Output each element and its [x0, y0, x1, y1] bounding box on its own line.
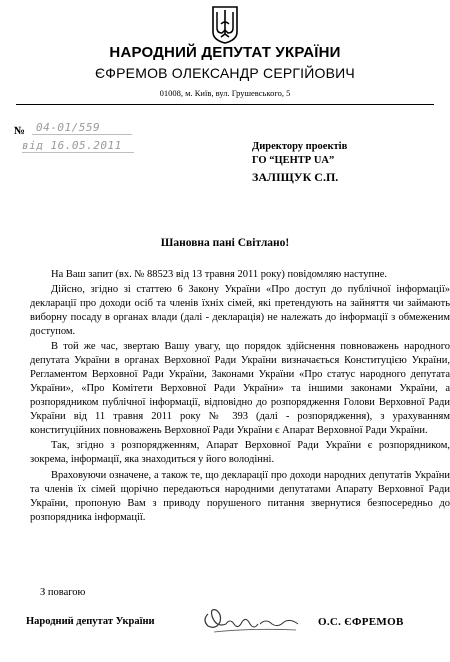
registration-date: від 16.05.2011	[22, 139, 122, 152]
addressee-position: Директору проектів	[252, 141, 348, 152]
paragraph-5: Враховуючи означене, а також те, що декларації про доходи народних депутатів України та членів їх сімей щорічно передаються народними депутатами Апарату Верховної Ради України, пропоную Вам з приводу порушеного питання звернутися безпосередньо до розпорядника інформації.	[30, 470, 450, 523]
registration-number-label: №	[14, 125, 26, 137]
addressee-block	[252, 140, 347, 185]
paragraph-4: Так, згідно з розпорядженням, Апарат Верховної Ради України є розпорядником, зокрема, інформації, яка знаходиться у його володінні.	[30, 440, 450, 465]
registration-number: 04-01/559	[36, 121, 101, 134]
letter-body	[30, 268, 450, 526]
salutation: Шановна пані Світлано!	[160, 237, 290, 249]
signatory-name: О.С. ЄФРЕМОВ	[318, 616, 404, 628]
registration-number-underline	[32, 134, 132, 135]
header-divider	[16, 104, 434, 105]
paragraph-1: На Ваш запит (вх. № 88523 від 13 травня 2011 року) повідомляю наступне.	[51, 269, 388, 280]
registration-date-underline	[22, 152, 134, 153]
handwritten-signature	[200, 600, 310, 638]
trident-emblem-icon	[210, 4, 240, 44]
addressee-name: ЗАЛІЩУК С.П.	[252, 170, 339, 184]
addressee-organization: ГО “ЦЕНТР UA”	[252, 155, 335, 166]
letterhead-address: 01008, м. Київ, вул. Грушевського, 5	[159, 88, 291, 98]
closing-phrase: З повагою	[40, 587, 86, 598]
paragraph-3: В той же час, звертаю Вашу увагу, що порядок здійснення повноважень народного депутата України в органах Верховної Ради України визначається Конституцією України, Регламентом Верховної Ради України, Законами України «Про статус народного депутата України», «Про Комітети Верховної Ради України» та іншими законами України, а розпорядником публічної інформації, відповідно до розпорядження Голови Верховної Ради України від 11 травня 2011 року № 393 (далі - розпорядження), з урахуванням конституційних повноважень Верховної Ради України є Апарат Верховної Ради України.	[30, 341, 450, 436]
paragraph-2: Дійсно, згідно зі статтею 6 Закону України «Про доступ до публічної інформації» декларації про доходи осіб та членів їхніх сімей, які претендують на зайняття чи займають виборну посаду в органах влади (далі - декларація) не належать до інформації з обмеженим доступом.	[30, 284, 450, 337]
letterhead-title: НАРОДНИЙ ДЕПУТАТ УКРАЇНИ	[109, 44, 341, 61]
signatory-title: Народний депутат України	[26, 616, 155, 627]
letterhead-name: ЄФРЕМОВ ОЛЕКСАНДР СЕРГІЙОВИЧ	[95, 65, 355, 81]
